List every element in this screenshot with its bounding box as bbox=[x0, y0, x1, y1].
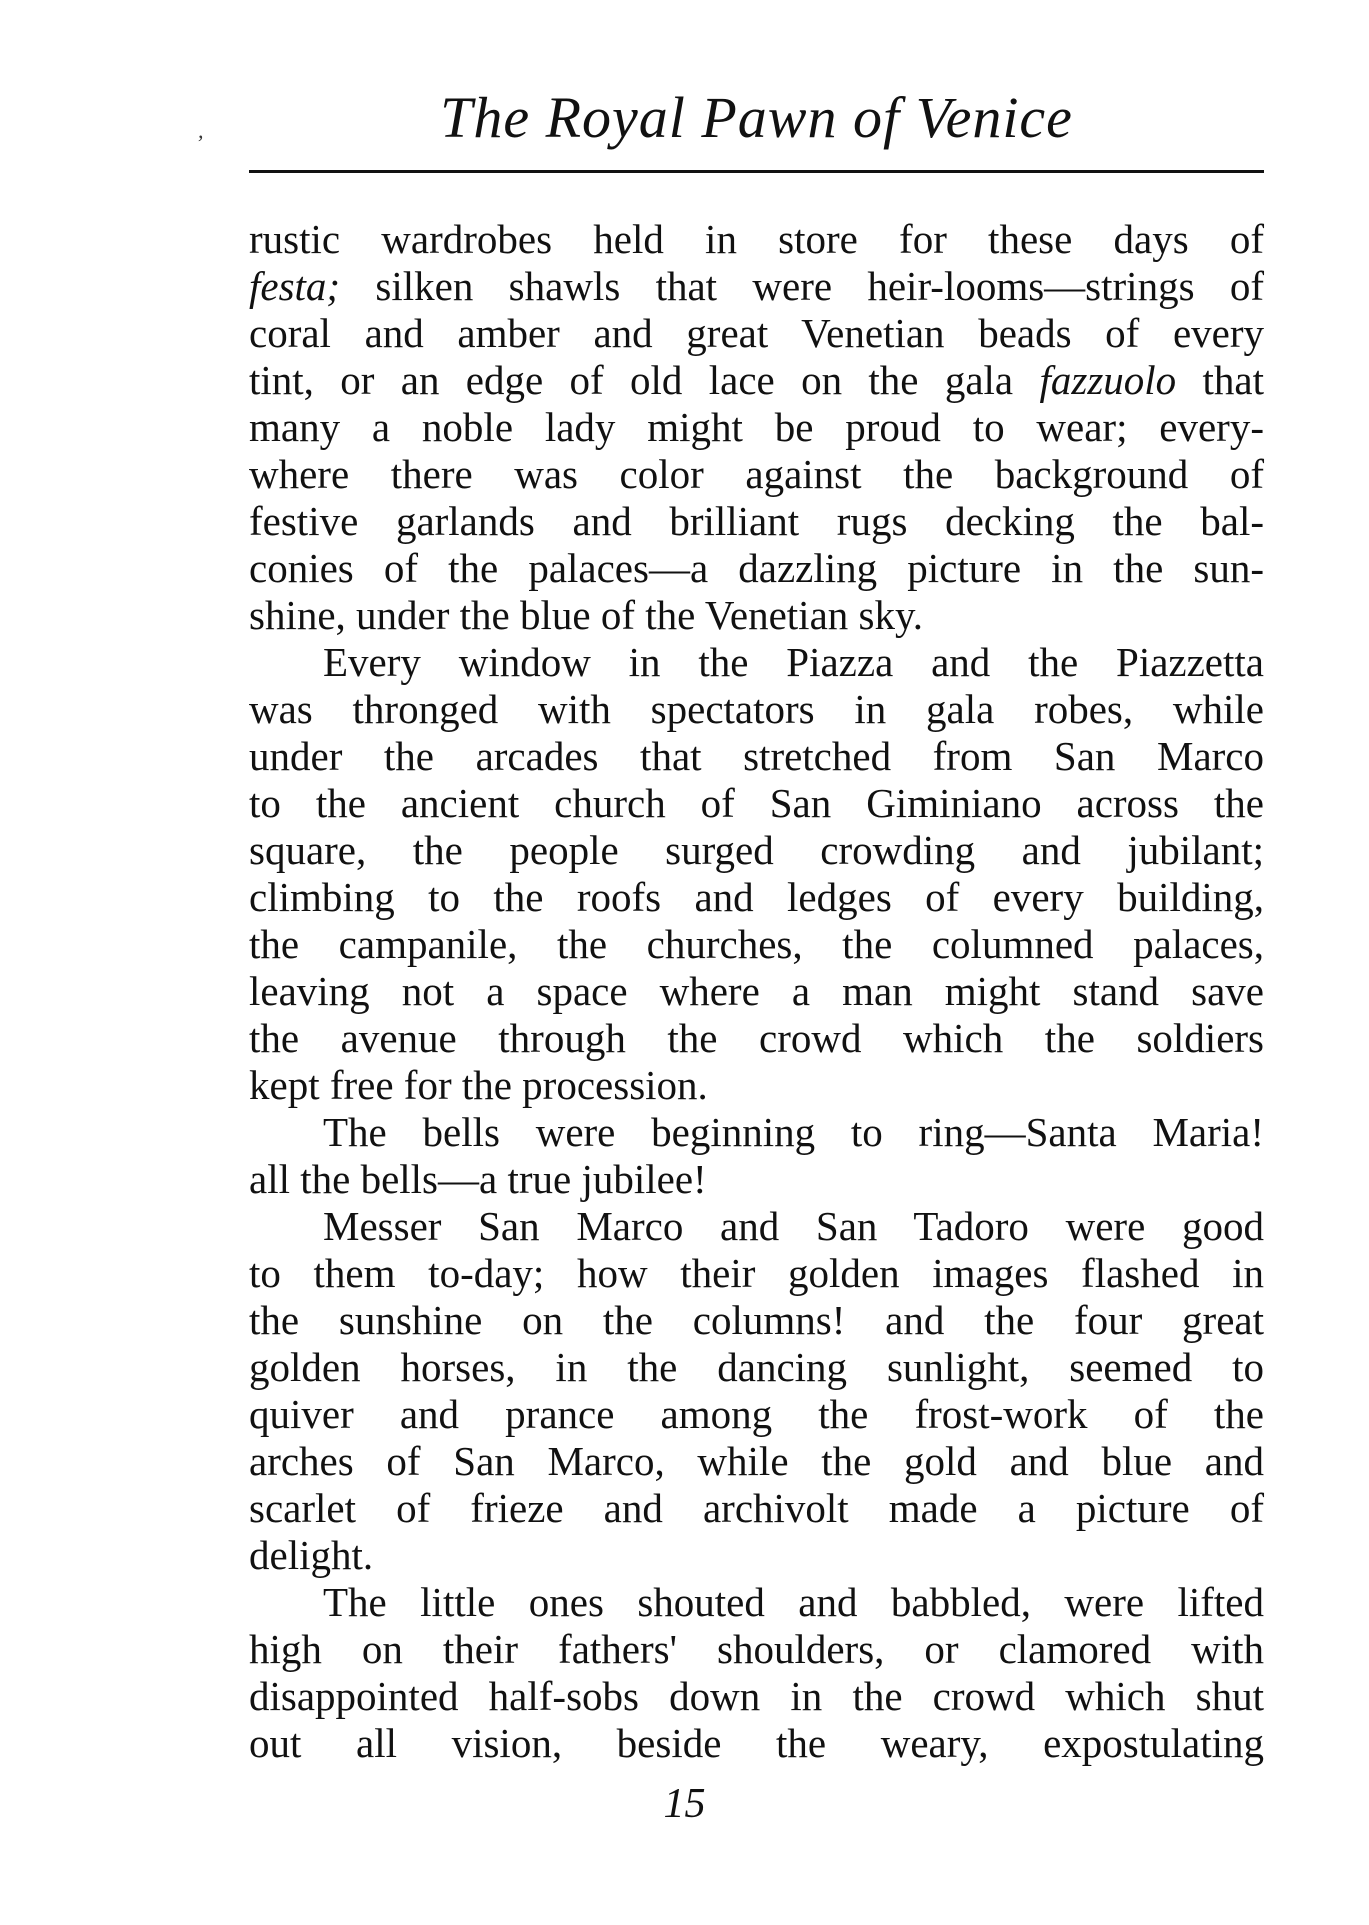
text-line bbox=[249, 968, 1264, 1015]
text-segment: to them to-day; how their golden images flashed in bbox=[249, 1250, 1264, 1296]
text-segment: kept free for the procession. bbox=[249, 1062, 708, 1108]
text-line bbox=[249, 451, 1264, 498]
text-segment: the campanile, the churches, the columned palaces, bbox=[249, 921, 1264, 967]
text-line bbox=[249, 404, 1264, 451]
text-segment: the sunshine on the columns! and the four great bbox=[249, 1297, 1264, 1343]
page-number: 15 bbox=[663, 1781, 706, 1827]
text-line bbox=[249, 1297, 1264, 1344]
text-line bbox=[249, 1626, 1264, 1673]
italic-word: festa; bbox=[249, 263, 341, 309]
text-line bbox=[249, 263, 1264, 310]
text-line bbox=[249, 733, 1264, 780]
text-segment: climbing to the roofs and ledges of every building, bbox=[249, 874, 1264, 920]
text-segment: quiver and prance among the frost-work of the bbox=[249, 1391, 1264, 1437]
text-segment: golden horses, in the dancing sunlight, seemed to bbox=[249, 1344, 1264, 1390]
text-line bbox=[249, 1579, 1264, 1626]
text-line bbox=[249, 686, 1264, 733]
text-line bbox=[249, 1720, 1264, 1767]
text-segment: shine, under the blue of the Venetian sky. bbox=[249, 592, 924, 638]
text-line bbox=[249, 592, 1264, 639]
text-line bbox=[249, 1391, 1264, 1438]
header-rule bbox=[249, 170, 1264, 173]
text-line bbox=[249, 1532, 1264, 1579]
text-line bbox=[249, 1344, 1264, 1391]
text-line bbox=[249, 874, 1264, 921]
running-head: The Royal Pawn of Venice bbox=[440, 85, 1073, 150]
stray-pencil-mark: , bbox=[198, 118, 204, 143]
text-segment: delight. bbox=[249, 1532, 374, 1578]
text-line bbox=[249, 357, 1264, 404]
text-line bbox=[249, 1438, 1264, 1485]
text-line bbox=[249, 498, 1264, 545]
text-line bbox=[249, 1250, 1264, 1297]
text-segment: arches of San Marco, while the gold and blue and bbox=[249, 1438, 1264, 1484]
text-segment: tint, or an edge of old lace on the gala bbox=[249, 357, 1040, 403]
text-segment: Messer San Marco and San Tadoro were good bbox=[323, 1203, 1264, 1249]
text-line bbox=[249, 827, 1264, 874]
text-segment: high on their fathers' shoulders, or clamored with bbox=[249, 1626, 1264, 1672]
text-line bbox=[249, 1062, 1264, 1109]
text-line bbox=[249, 1015, 1264, 1062]
text-segment: coral and amber and great Venetian beads of every bbox=[249, 310, 1264, 356]
text-line bbox=[249, 216, 1264, 263]
text-line bbox=[249, 1109, 1264, 1156]
text-line bbox=[249, 639, 1264, 686]
text-segment: conies of the palaces—a dazzling picture in the sun- bbox=[249, 545, 1264, 591]
body-text bbox=[249, 216, 1264, 1767]
text-segment: out all vision, beside the weary, expostulating bbox=[249, 1720, 1264, 1766]
text-line bbox=[249, 1156, 1264, 1203]
text-line bbox=[249, 545, 1264, 592]
text-line bbox=[249, 921, 1264, 968]
text-segment: where there was color against the background of bbox=[249, 451, 1264, 497]
text-segment: Every window in the Piazza and the Piazzetta bbox=[323, 639, 1264, 685]
italic-word: fazzuolo bbox=[1039, 357, 1177, 403]
text-line bbox=[249, 1673, 1264, 1720]
text-line bbox=[249, 1203, 1264, 1250]
text-segment: under the arcades that stretched from San Marco bbox=[249, 733, 1264, 779]
text-line bbox=[249, 310, 1264, 357]
text-segment: rustic wardrobes held in store for these days of bbox=[249, 216, 1264, 262]
text-line bbox=[249, 1485, 1264, 1532]
text-segment: was thronged with spectators in gala robes, while bbox=[249, 686, 1264, 732]
text-segment: The little ones shouted and babbled, were lifted bbox=[323, 1579, 1264, 1625]
text-segment: silken shawls that were heir-looms—strings of bbox=[340, 263, 1264, 309]
text-segment: square, the people surged crowding and jubilant; bbox=[249, 827, 1264, 873]
text-segment: disappointed half-sobs down in the crowd which shut bbox=[249, 1673, 1264, 1719]
text-segment: that bbox=[1176, 357, 1265, 403]
text-segment: many a noble lady might be proud to wear; every- bbox=[249, 404, 1264, 450]
text-line bbox=[249, 780, 1264, 827]
text-segment: to the ancient church of San Giminiano across the bbox=[249, 780, 1264, 826]
text-segment: The bells were beginning to ring—Santa Maria! bbox=[323, 1109, 1264, 1155]
text-segment: festive garlands and brilliant rugs decking the bal- bbox=[249, 498, 1264, 544]
text-segment: scarlet of frieze and archivolt made a picture of bbox=[249, 1485, 1264, 1531]
text-segment: all the bells—a true jubilee! bbox=[249, 1156, 707, 1202]
text-segment: the avenue through the crowd which the soldiers bbox=[249, 1015, 1264, 1061]
text-segment: leaving not a space where a man might stand save bbox=[249, 968, 1264, 1014]
